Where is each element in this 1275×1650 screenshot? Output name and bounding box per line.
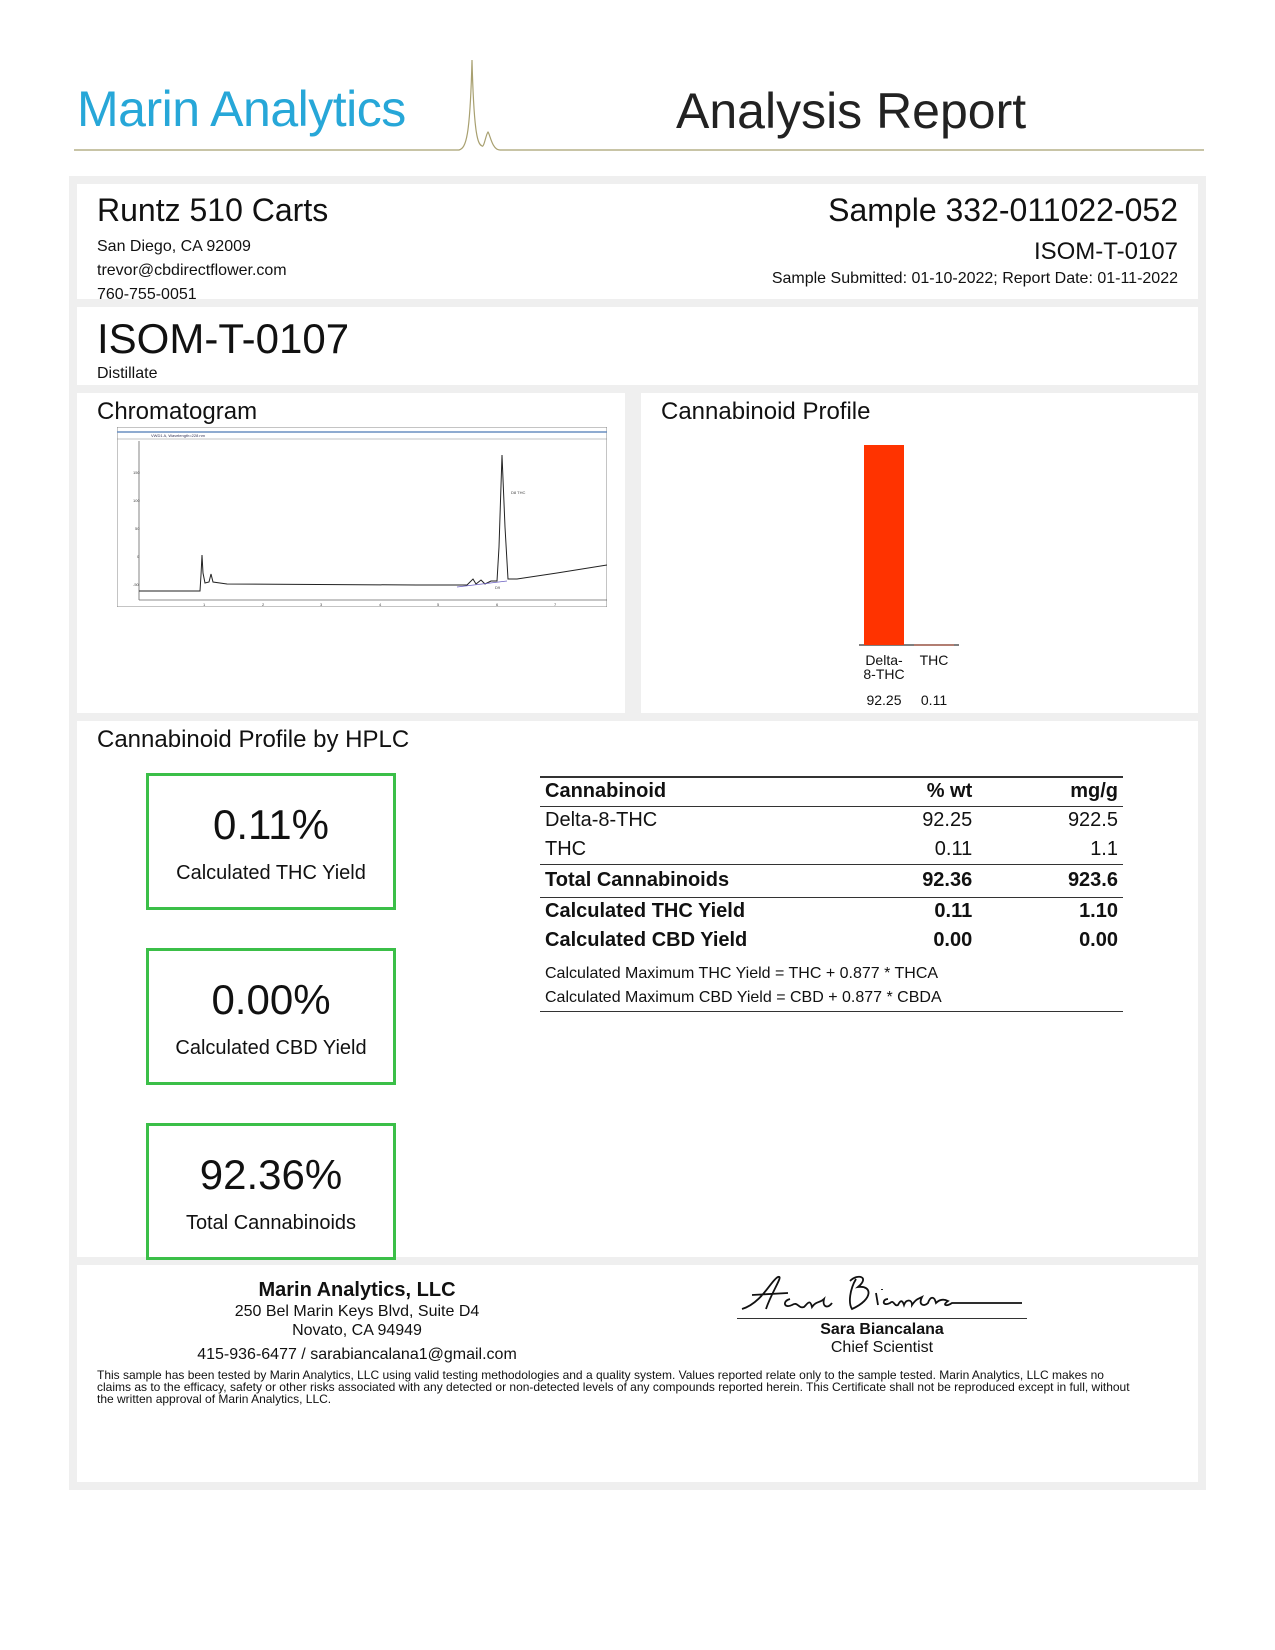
hplc-heading: Cannabinoid Profile by HPLC: [97, 726, 410, 753]
lab-address-line-2: Novato, CA 94949: [292, 1322, 422, 1339]
value-label: 0.11: [920, 692, 948, 708]
yield-percent-wt: 0.00: [933, 929, 973, 951]
mg-per-g-value: 1.1: [1090, 837, 1118, 860]
category-label: 8-THC: [863, 666, 905, 682]
svg-text:7: 7: [554, 602, 557, 607]
svg-text:1: 1: [203, 602, 206, 607]
sample-dates: Sample Submitted: 01-10-2022; Report Date: 01-11-2022: [771, 270, 1178, 287]
cannabinoid-bar-chart: [851, 433, 971, 708]
total-mg-per-g: 923.6: [977, 864, 1123, 897]
mg-per-g-value: 922.5: [1067, 809, 1118, 832]
lab-contact: 415-936-6477 / sarabiancalana1@gmail.com: [197, 1346, 517, 1363]
thc-yield-row: [540, 897, 1123, 926]
svg-text:D8 THC: D8 THC: [511, 490, 526, 495]
column-header-cannabinoid: Cannabinoid: [540, 777, 832, 806]
yield-mg-per-g: 0.00: [1079, 929, 1118, 951]
brand-name: Marin Analytics: [77, 81, 406, 137]
svg-text:6: 6: [496, 602, 499, 607]
column-header-percent-wt: % wt: [832, 777, 978, 806]
yield-mg-per-g: 1.10: [1079, 900, 1118, 923]
table-row: [540, 835, 1123, 864]
product-type: Distillate: [97, 365, 158, 382]
cbd-yield-label: Calculated CBD Yield: [175, 1037, 367, 1059]
yield-percent-wt: 0.11: [934, 900, 973, 923]
cannabinoid-name: THC: [545, 837, 587, 860]
disclaimer: This sample has been tested by Marin Analytics, LLC using valid testing methodologies and a quality system. Values reported relate only to the sample tested. Marin Analytics, LLC makes no claims as to the efficacy, safety or other risks associated with any detected or non-detected levels of any compounds reported herein. This Certificate shall not be reproduced except in full, without the written approval of Marin Analytics, LLC.: [97, 1368, 1130, 1406]
svg-text:150: 150: [133, 470, 140, 475]
hplc-table: [540, 776, 1123, 1012]
peak-logo-icon: [74, 60, 1204, 150]
report-title: Analysis Report: [676, 83, 1027, 139]
cannabinoid-name: Delta-8-THC: [545, 809, 658, 832]
formula-row: [540, 961, 1123, 986]
thc-formula-note: Calculated Maximum THC Yield = THC + 0.877 * THCA: [545, 964, 939, 982]
signer-info: [737, 1321, 1027, 1357]
signer-title: Chief Scientist: [830, 1339, 934, 1356]
svg-text:4: 4: [379, 602, 382, 607]
table-header-row: [540, 777, 1123, 806]
client-phone: 760-755-0051: [97, 286, 197, 303]
client-city: San Diego, CA 92009: [97, 238, 251, 255]
signature-image: [732, 1269, 1032, 1321]
lab-name: Marin Analytics, LLC: [258, 1279, 456, 1301]
total-percent-wt: 92.36: [832, 864, 978, 897]
cbd-yield-box: [146, 948, 396, 1085]
total-label: Total Cannabinoids: [540, 864, 832, 897]
svg-text:0: 0: [137, 554, 140, 559]
svg-text:-50: -50: [133, 582, 139, 587]
svg-text:100: 100: [133, 498, 140, 503]
svg-text:VWD1 A, Wavelength=228 nm: VWD1 A, Wavelength=228 nm: [151, 433, 205, 438]
formula-row: [540, 986, 1123, 1011]
report-frame: [69, 176, 1206, 1490]
yield-label: Calculated THC Yield: [545, 900, 746, 923]
svg-text:D9: D9: [495, 585, 501, 590]
thc-yield-value: 0.11%: [213, 801, 329, 848]
cbd-yield-row: [540, 926, 1123, 955]
footer-panel: [77, 1265, 1198, 1482]
total-row: [540, 864, 1123, 897]
product-panel: [77, 307, 1198, 385]
percent-wt-value: 0.11: [934, 837, 973, 860]
category-label: THC: [919, 652, 949, 668]
thc-yield-box: [146, 773, 396, 910]
thc-yield-label: Calculated THC Yield: [176, 862, 366, 884]
value-label: 92.25: [866, 692, 902, 708]
chromatogram-heading: Chromatogram: [97, 398, 258, 425]
cbd-formula-note: Calculated Maximum CBD Yield = CBD + 0.877 * CBDA: [540, 986, 1123, 1011]
signature-line: [737, 1318, 1027, 1319]
svg-text:5: 5: [437, 602, 440, 607]
bar-thc: [914, 645, 954, 646]
profile-chart-heading: Cannabinoid Profile: [661, 398, 871, 425]
chromatogram-panel: [77, 393, 625, 713]
column-header-mg-per-g: mg/g: [977, 777, 1123, 806]
profile-chart-panel: [641, 393, 1198, 713]
svg-text:3: 3: [320, 602, 323, 607]
signer-name: Sara Biancalana: [820, 1321, 944, 1338]
client-name: Runtz 510 Carts: [97, 192, 329, 228]
total-cannabinoids-box: [146, 1123, 396, 1260]
chromatogram-image: [117, 427, 607, 607]
lab-info: [187, 1279, 527, 1364]
sample-id: Sample 332-011022-052: [828, 192, 1178, 228]
header-rule: [74, 58, 1204, 153]
svg-text:2: 2: [262, 602, 265, 607]
category-label: Delta-: [865, 652, 903, 668]
lab-address-line-1: 250 Bel Marin Keys Blvd, Suite D4: [234, 1303, 480, 1320]
cbd-yield-value: 0.00%: [211, 976, 331, 1023]
yield-label: Calculated CBD Yield: [545, 929, 748, 951]
total-cannabinoids-label: Total Cannabinoids: [185, 1212, 357, 1234]
bar-delta-8-thc: [864, 445, 904, 645]
total-cannabinoids-value: 92.36%: [199, 1151, 343, 1198]
product-name: ISOM-T-0107: [97, 315, 350, 362]
client-panel: [77, 184, 1198, 303]
client-email: trevor@cbdirectflower.com: [97, 262, 287, 279]
sample-code: ISOM-T-0107: [1033, 238, 1178, 265]
svg-text:50: 50: [135, 526, 140, 531]
percent-wt-value: 92.25: [922, 809, 973, 832]
hplc-panel: [77, 721, 1198, 1257]
table-row: [540, 806, 1123, 835]
